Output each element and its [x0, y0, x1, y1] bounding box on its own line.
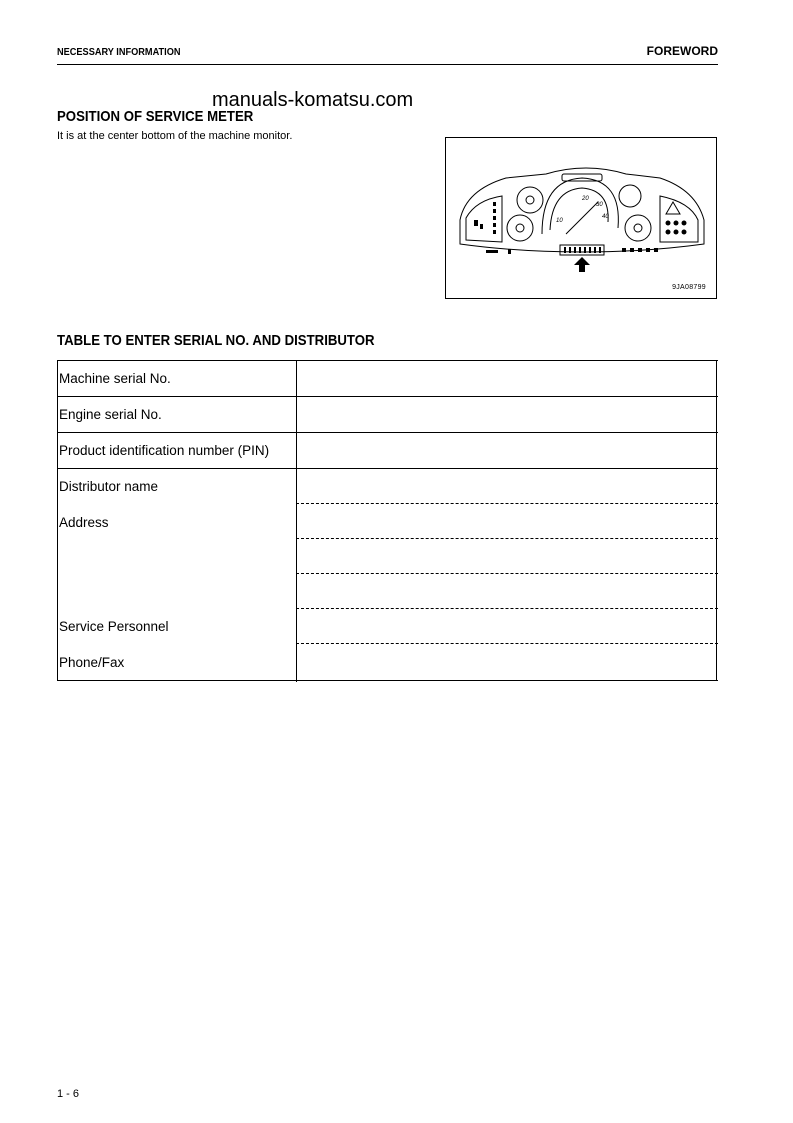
service-meter-arrow — [574, 257, 590, 272]
watermark-text: manuals-komatsu.com — [212, 89, 414, 111]
service-meter-title: POSITION OF SERVICE METER — [57, 108, 254, 125]
table-left-border — [57, 360, 58, 681]
gauge-label-10: 10 — [556, 218, 563, 224]
table-dashed-line — [296, 573, 718, 574]
address-label: Address — [59, 515, 109, 530]
table-row-divider — [57, 432, 718, 433]
table-column-divider — [296, 360, 297, 682]
engine-serial-label: Engine serial No. — [59, 407, 162, 422]
gauge-label-30: 30 — [596, 202, 603, 208]
gauge-label-40: 40 — [602, 214, 609, 220]
table-row-divider — [57, 396, 718, 397]
running-header-section: NECESSARY INFORMATION — [57, 47, 181, 58]
machine-monitor-illustration — [446, 138, 718, 300]
gauge-label-20: 20 — [582, 196, 589, 202]
header-rule — [57, 64, 718, 65]
service-meter-description: It is at the center bottom of the machine monitor. — [57, 130, 293, 142]
serial-table-title: TABLE TO ENTER SERIAL NO. AND DISTRIBUTOR — [57, 332, 375, 349]
table-row-divider — [57, 468, 718, 469]
machine-monitor-figure — [445, 137, 717, 299]
phone-fax-label: Phone/Fax — [59, 655, 125, 670]
distributor-name-label: Distributor name — [59, 479, 159, 494]
machine-serial-label: Machine serial No. — [59, 371, 171, 386]
service-personnel-label: Service Personnel — [59, 619, 169, 634]
table-dashed-line — [296, 643, 718, 644]
table-bottom-border — [57, 680, 718, 681]
table-dashed-line — [296, 503, 718, 504]
table-top-border — [57, 360, 718, 361]
pin-label: Product identification number (PIN) — [59, 443, 270, 458]
table-right-border — [716, 360, 717, 681]
figure-code: 9JA08799 — [672, 284, 706, 291]
running-header-chapter: FOREWORD — [646, 44, 718, 58]
page-number: 1 - 6 — [57, 1088, 80, 1100]
table-dashed-line — [296, 608, 718, 609]
table-dashed-line — [296, 538, 718, 539]
